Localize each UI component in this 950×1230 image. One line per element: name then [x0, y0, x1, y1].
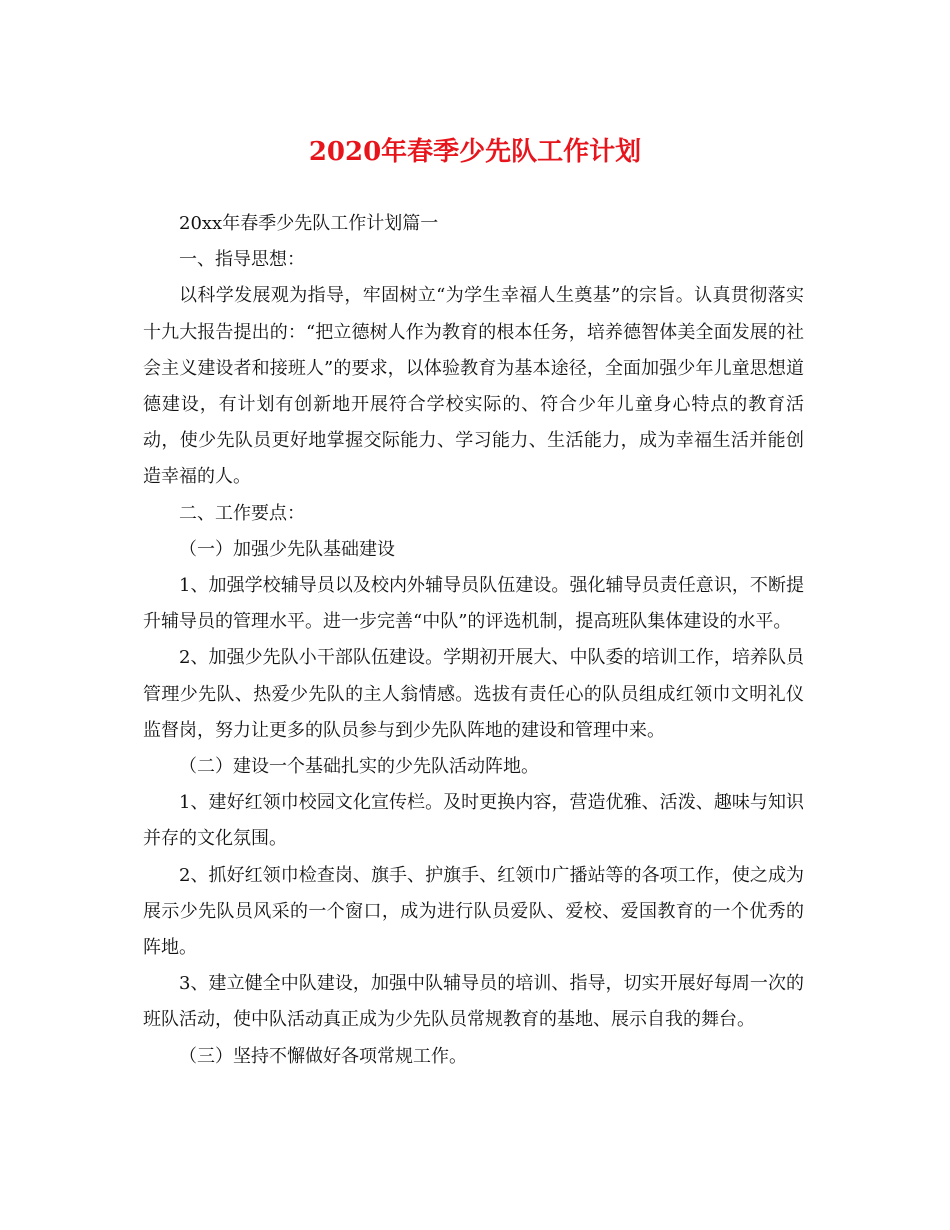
section-heading-work-points: 二、工作要点： — [179, 502, 305, 524]
paragraph-item-2: 2、加强少先队小干部队伍建设。学期初开展大、中队委的培训工作，培养队员管理少先队、热爱少先队的主人翁情感。选拔有责任心的队员组成红领巾文明礼仪监督岗，努力让更多的队员参与到少先队阵地的建设和管理中来。 — [143, 647, 804, 741]
document-body — [143, 206, 804, 1075]
paragraph-item-2b: 2、抓好红领巾检查岗、旗手、护旗手、红领巾广播站等的各项工作，使之成为展示少先队员风采的一个窗口，成为进行队员爱队、爱校、爱国教育的一个优秀的阵地。 — [143, 864, 804, 959]
paragraph-item-1b: 1、建好红领巾校园文化宣传栏。及时更换内容，营造优雅、活泼、趣味与知识并存的文化氛围。 — [143, 792, 804, 850]
document-title: 2020年春季少先队工作计划 — [308, 137, 642, 167]
subheading-basic-construction: （一）加强少先队基础建设 — [179, 538, 395, 560]
paragraph-item-1: 1、加强学校辅导员以及校内外辅导员队伍建设。强化辅导员责任意识，不断提升辅导员的管理水平。进一步完善“中队”的评选机制，提高班队集体建设的水平。 — [143, 575, 804, 633]
paragraph-guiding-thought: 以科学发展观为指导，牢固树立“为学生幸福人生奠基”的宗旨。认真贯彻落实十九大报告提出的：“把立德树人作为教育的根本任务，培养德智体美全面发展的社会主义建设者和接班人”的要求，以体验教育为基本途径，全面加强少年儿童思想道德建设，有计划有创新地开展符合学校实际的、符合少年儿童身心特点的教育活动，使少先队员更好地掌握交际能力、学习能力、生活能力，成为幸福生活并能创造幸福的人。 — [143, 285, 804, 488]
subheading-routine-work: （三）坚持不懈做好各项常规工作。 — [179, 1045, 467, 1067]
subheading-activity-base: （二）建设一个基础扎实的少先队活动阵地。 — [179, 756, 539, 778]
section-heading-guiding-thought: 一、指导思想： — [179, 249, 305, 271]
paragraph-item-3b: 3、建立健全中队建设，加强中队辅导员的培训、指导，切实开展好每周一次的班队活动，使中队活动真正成为少先队员常规教育的基地、展示自我的舞台。 — [143, 973, 804, 1031]
section-heading-plan: 20xx年春季少先队工作计划篇一 — [179, 213, 439, 234]
